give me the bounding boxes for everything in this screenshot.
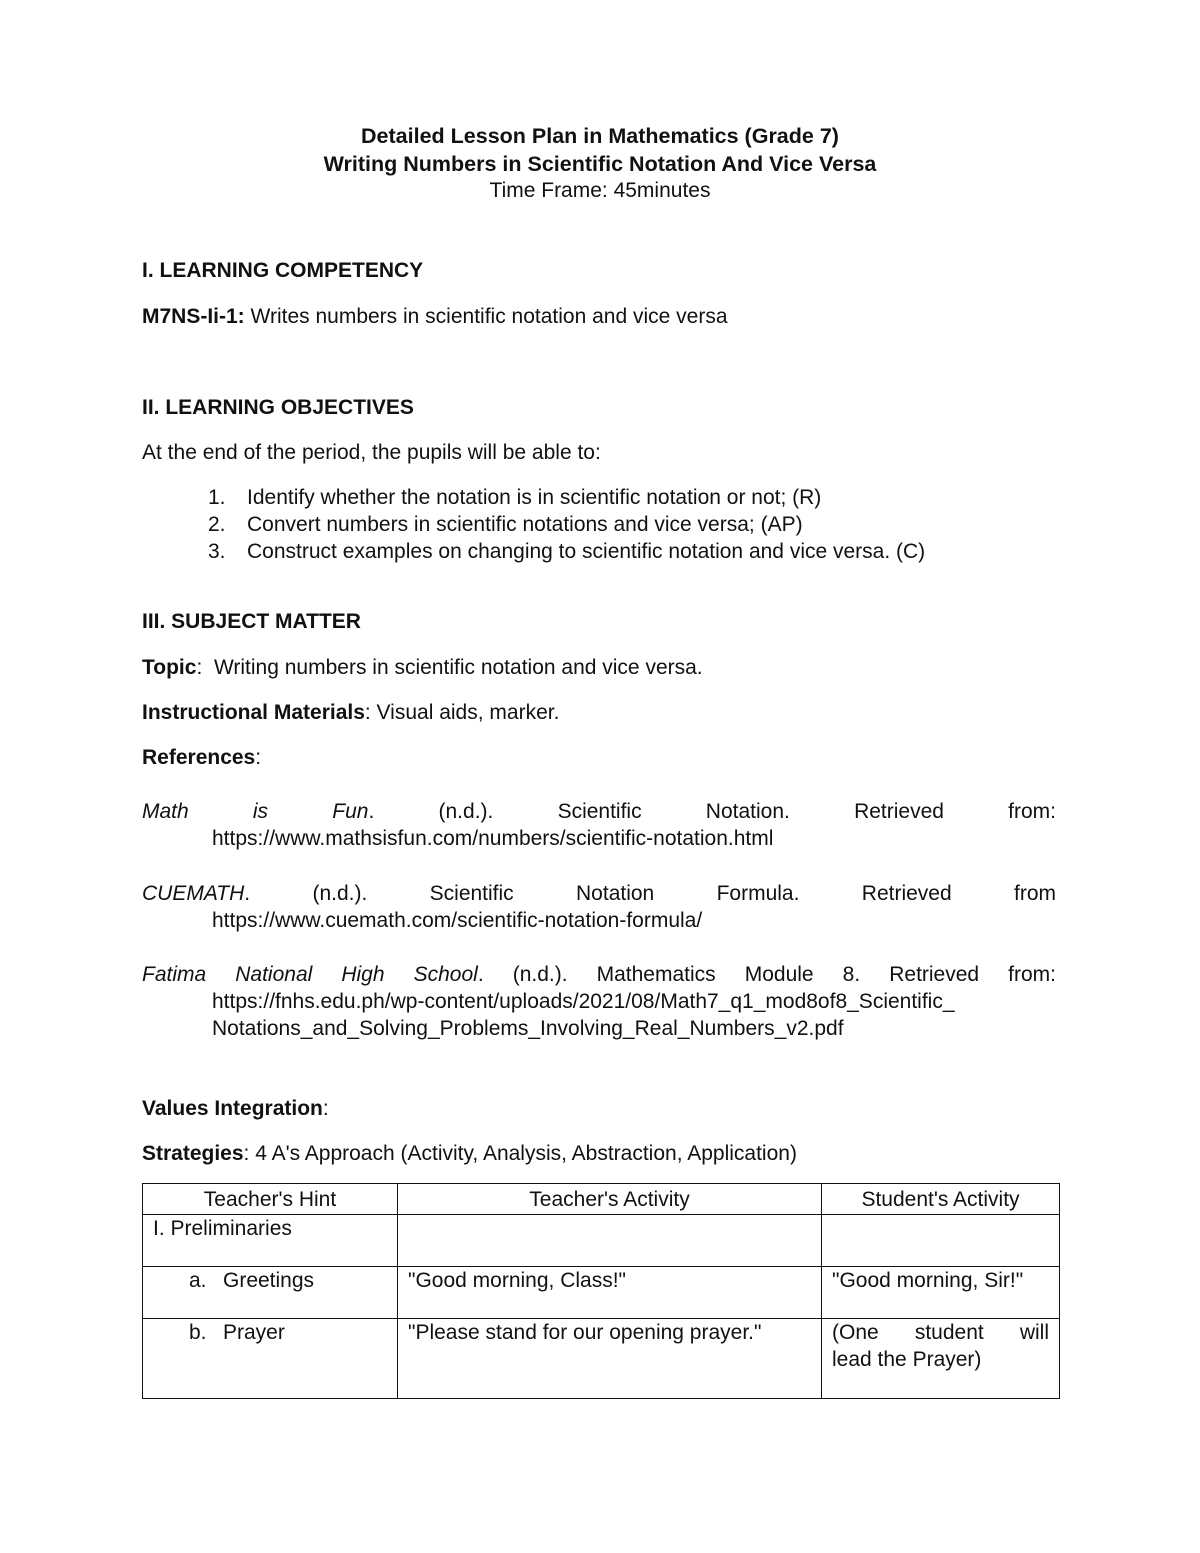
reference-url-continued: Notations_and_Solving_Problems_Involving_Real_Numbers_v2.pdf [212, 1017, 844, 1040]
reference-url: https://www.cuemath.com/scientific-notation-formula/ [212, 909, 703, 932]
reference-details: . (n.d.). Scientific Notation. Retrieved from: [368, 800, 1056, 823]
hint-number: b. [189, 1321, 207, 1344]
objective-text: Identify whether the notation is in scientific notation or not; (R) [247, 486, 822, 509]
table-row [143, 1267, 1060, 1319]
reference-url: https://fnhs.edu.ph/wp-content/uploads/2021/08/Math7_q1_mod8of8_Scientific_ [212, 990, 955, 1013]
table-row [143, 1319, 1060, 1399]
topic-label: Topic [142, 656, 197, 679]
column-header-teacher: Teacher's Activity [398, 1184, 822, 1215]
table-cell-hint [143, 1267, 398, 1319]
materials-line [142, 701, 559, 725]
table-cell-student: "Good morning, Sir!" [822, 1267, 1060, 1319]
materials-label: Instructional Materials [142, 701, 365, 724]
table-cell-teacher: "Good morning, Class!" [398, 1267, 822, 1319]
subject-matter-heading: III. SUBJECT MATTER [142, 610, 361, 633]
references-line [142, 746, 261, 770]
student-text-line2: lead the Prayer) [832, 1348, 982, 1371]
column-header-hint: Teacher's Hint [143, 1184, 398, 1215]
activity-table [142, 1183, 1060, 1399]
competency-code: M7NS-Ii-1: [142, 305, 245, 328]
table-cell-student [822, 1215, 1060, 1267]
reference-url: https://www.mathsisfun.com/numbers/scientific-notation.html [212, 827, 774, 850]
reference-details: . (n.d.). Scientific Notation Formula. Retrieved from [244, 882, 1056, 905]
references-colon: : [255, 746, 262, 769]
reference-source: Math is Fun [142, 800, 369, 823]
reference-entry [142, 961, 1056, 1042]
table-cell-hint: I. Preliminaries [143, 1215, 398, 1267]
competency-heading: I. LEARNING COMPETENCY [142, 259, 424, 282]
table-row [143, 1215, 1060, 1267]
hint-number: a. [189, 1269, 207, 1292]
document-title: Detailed Lesson Plan in Mathematics (Grade 7) [361, 124, 839, 148]
objective-text: Convert numbers in scientific notations and vice versa; (AP) [247, 513, 803, 536]
competency-line [142, 305, 728, 329]
document-subtitle: Writing Numbers in Scientific Notation And Vice Versa [323, 152, 877, 176]
reference-source: Fatima National High School [142, 963, 478, 986]
values-label: Values Integration [142, 1097, 323, 1120]
strategies-line [142, 1142, 797, 1166]
table-header-row [143, 1184, 1060, 1215]
table-cell-teacher: "Please stand for our opening prayer." [398, 1319, 822, 1399]
time-frame: Time Frame: 45minutes [489, 179, 711, 202]
materials-value: : Visual aids, marker. [364, 701, 560, 724]
reference-entry [142, 880, 1056, 934]
hint-text: Prayer [223, 1321, 285, 1344]
table-cell-student [822, 1319, 1060, 1399]
values-line [142, 1097, 329, 1121]
table-cell-teacher [398, 1215, 822, 1267]
reference-details: . (n.d.). Mathematics Module 8. Retrieved from: [477, 963, 1056, 986]
hint-text: Greetings [223, 1269, 315, 1292]
references-label: References [142, 746, 256, 769]
table-cell-hint [143, 1319, 398, 1399]
reference-source: CUEMATH [142, 882, 245, 905]
competency-text: Writes numbers in scientific notation and vice versa [244, 305, 728, 328]
strategies-value: : 4 A's Approach (Activity, Analysis, Abstraction, Application) [243, 1142, 797, 1165]
objective-number: 1. [208, 486, 226, 509]
strategies-label: Strategies [142, 1142, 244, 1165]
student-text-line1: (One student will [832, 1321, 1049, 1344]
reference-entry [142, 798, 1056, 852]
column-header-student: Student's Activity [822, 1184, 1060, 1215]
objective-number: 3. [208, 540, 226, 563]
topic-line [142, 656, 703, 680]
topic-value: : Writing numbers in scientific notation and vice versa. [196, 656, 703, 679]
objective-number: 2. [208, 513, 226, 536]
objectives-intro: At the end of the period, the pupils will be able to: [142, 441, 601, 464]
objectives-heading: II. LEARNING OBJECTIVES [142, 396, 414, 419]
objective-text: Construct examples on changing to scientific notation and vice versa. (C) [247, 540, 926, 563]
values-colon: : [322, 1097, 329, 1120]
